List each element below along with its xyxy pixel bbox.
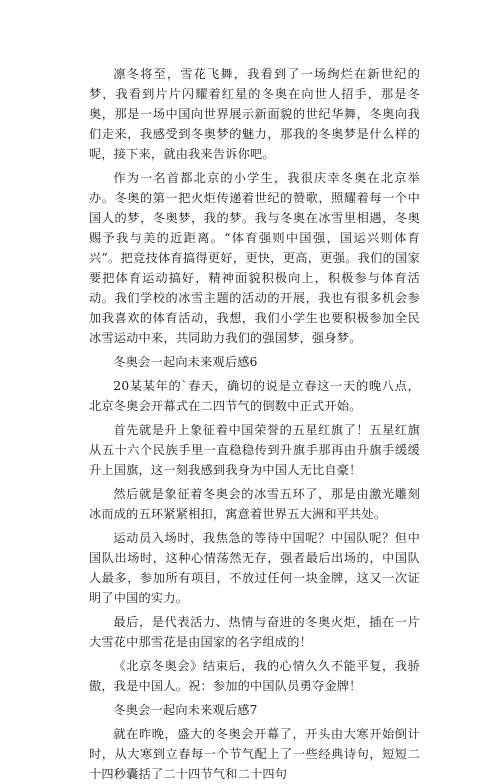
document-body: [89, 64, 420, 784]
paragraph: 就在昨晚，盛大的冬奥会开幕了，开头由大寒开始倒计时，从大寒到立春每一个节气配上了一些经典诗句，短短二十四秒囊括了二十四节气和二十四句: [89, 727, 420, 781]
paragraph: 作为一名首都北京的小学生，我很庆幸冬奥在北京举办。冬奥的第一把火炬传递着世纪的赞歌，照耀着每一个中国人的梦，冬奥梦，我的梦。我与冬奥在冰雪里相遇，冬奥赐予我与美的近距离。“体育强则中国强，国运兴则体育兴”。把竞技体育搞得更好，更快，更高，更强。我们的国家要把体育运动搞好，精神面貌积极向上，积极参与体育活动。我们学校的冰雪主题的活动的开展，我也有很多机会参加我喜欢的体育活动，我想，我们小学生也要积极参加全民冰雪运动中来，共同助力我们的强国梦，强身梦。: [89, 171, 420, 345]
paragraph: 然后就是象征着冬奥会的冰雪五环了，那是由激光雕刻冰而成的五环紧紧相扣，寓意着世界五大洲和平共处。: [89, 487, 420, 521]
section-heading: 冬奥会一起向未来观后感7: [113, 703, 258, 717]
paragraph: 首先就是升上象征着中国荣誉的五星红旗了！五星红旗从五十六个民族手里一直稳稳传到升旗手那再由升旗手缓缓升上国旗，这一刻我感到我身为中国人无比自豪！: [89, 423, 420, 477]
paragraph: 20某某年的`春天，确切的说是立春这一天的晚八点，北京冬奥会开幕式在二四节气的倒数中正式开始。: [89, 379, 420, 413]
paragraph: 运动员入场时，我焦急的等待中国呢？中国队呢？但中国队出场时，这种心情荡然无存，强者最后出场的，中国队人最多，参加所有项目，不放过任何一块金牌，这又一次证明了中国的实力。: [89, 531, 420, 605]
paragraph: 凛冬将至，雪花飞舞，我看到了一场绚烂在新世纪的梦，我看到片片闪耀着红星的冬奥在向世人招手，那是冬奥，那是一场中国向世界展示新面貌的世纪华舞，冬奥向我们走来，我感受到冬奥梦的魅力，那我的冬奥梦是什么样的呢，接下来，就由我来告诉你吧。: [89, 67, 420, 161]
paragraph: 最后，是代表活力、热情与奋进的冬奥火炬，插在一片大雪花中那雪花是由国家的名字组成的！: [89, 615, 420, 649]
section-heading: 冬奥会一起向未来观后感6: [113, 355, 258, 369]
paragraph: 《北京冬奥会》结束后，我的心情久久不能平复，我骄傲，我是中国人。祝：参加的中国队员勇夺金牌！: [89, 659, 420, 693]
